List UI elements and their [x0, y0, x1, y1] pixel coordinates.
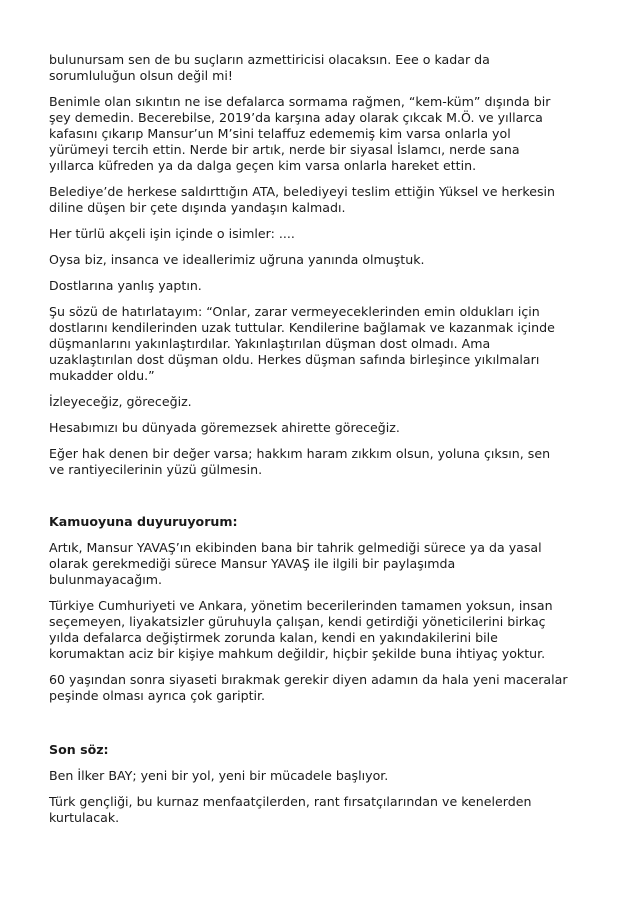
paragraph-announcement-3: 60 yaşından sonra siyaseti bırakmak gerekir diyen adamın da hala yeni maceralar peşinde olması ayrıca çok gariptir. [49, 672, 568, 703]
paragraph-quote: Şu sözü de hatırlatayım: “Onlar, zarar vermeyeceklerinden emin oldukları için dostlarını kendilerinden uzak tuttular. Kendilerine bağlamak ve kazanmak içinde düşmanlarını yakınlaştırdılar. Yakınlaştırılan düşman dost olmadı. Ama uzaklaştırılan dost düşman oldu. Herkes düşman safında birleşince yıkılmaları mukadder oldu.” [49, 304, 555, 383]
paragraph-final-1: Ben İlker BAY; yeni bir yol, yeni bir mücadele başlıyor. [49, 768, 389, 783]
paragraph-final-2: Türk gençliği, bu kurnaz menfaatçilerden, rant fırsatçılarından ve kenelerden kurtulacak. [49, 794, 532, 825]
paragraph-intro-6: Dostlarına yanlış yaptın. [49, 278, 202, 293]
paragraph-announcement-1: Artık, Mansur YAVAŞ’ın ekibinden bana bir tahrik gelmediği sürece ya da yasal olarak gerekmediği sürece Mansur YAVAŞ ile ilgili bir paylaşımda bulunmayacağım. [49, 540, 542, 587]
paragraph-intro-10: Eğer hak denen bir değer varsa; hakkım haram zıkkım olsun, yoluna çıksın, sen ve rantiyecilerinin yüzü gülmesin. [49, 446, 551, 477]
section-spacer [49, 714, 599, 742]
announcement-heading: Kamuoyuna duyuruyorum: [49, 514, 238, 529]
paragraph-intro-4: Her türlü akçeli işin içinde o isimler: .... [49, 226, 295, 241]
paragraph-intro-2: Benimle olan sıkıntın ne ise defalarca sormama rağmen, “kem-küm” dışında bir şey demedin. Becerebilse, 2019’da karşına aday olarak çıkcak M.Ö. ve yıllarca kafasını çıkarıp Mansur’un M’sini telaffuz edememiş kim varsa onlarla yol yürümeyi tercih ettin. Nerde bir artık, nerde bir siyasal İslamcı, nerde sana yıllarca küfreden ya da dalga geçen kim varsa onlarla hareket ettin. [49, 94, 551, 173]
paragraph-intro-3: Belediye’de herkese saldırttığın ATA, belediyeyi teslim ettiğin Yüksel ve herkesin diline düşen bir çete dışında yandaşın kalmadı. [49, 184, 555, 215]
section-spacer [49, 488, 599, 514]
paragraph-intro-9: Hesabımızı bu dünyada göremezsek ahirette göreceğiz. [49, 420, 400, 435]
paragraph-intro-8: İzleyeceğiz, göreceğiz. [49, 394, 192, 409]
paragraph-announcement-2: Türkiye Cumhuriyeti ve Ankara, yönetim becerilerinden tamamen yoksun, insan seçemeyen, liyakatsizler güruhuyla çalışan, kendi getirdiği yöneticilerini birkaç yılda defalarca değiştirmek zorunda kalan, kendi en yakındakilerini bile korumaktan aciz bir kişiye mahkum değildir, hiçbir şekilde buna ihtiyaç yoktur. [49, 598, 553, 661]
paragraph-intro-1: bulunursam sen de bu suçların azmettiricisi olacaksın. Eee o kadar da sorumluluğun olsun değil mi! [49, 52, 490, 83]
paragraph-intro-5: Oysa biz, insanca ve ideallerimiz uğruna yanında olmuştuk. [49, 252, 425, 267]
final-heading: Son söz: [49, 742, 109, 757]
document-page [49, 52, 599, 836]
